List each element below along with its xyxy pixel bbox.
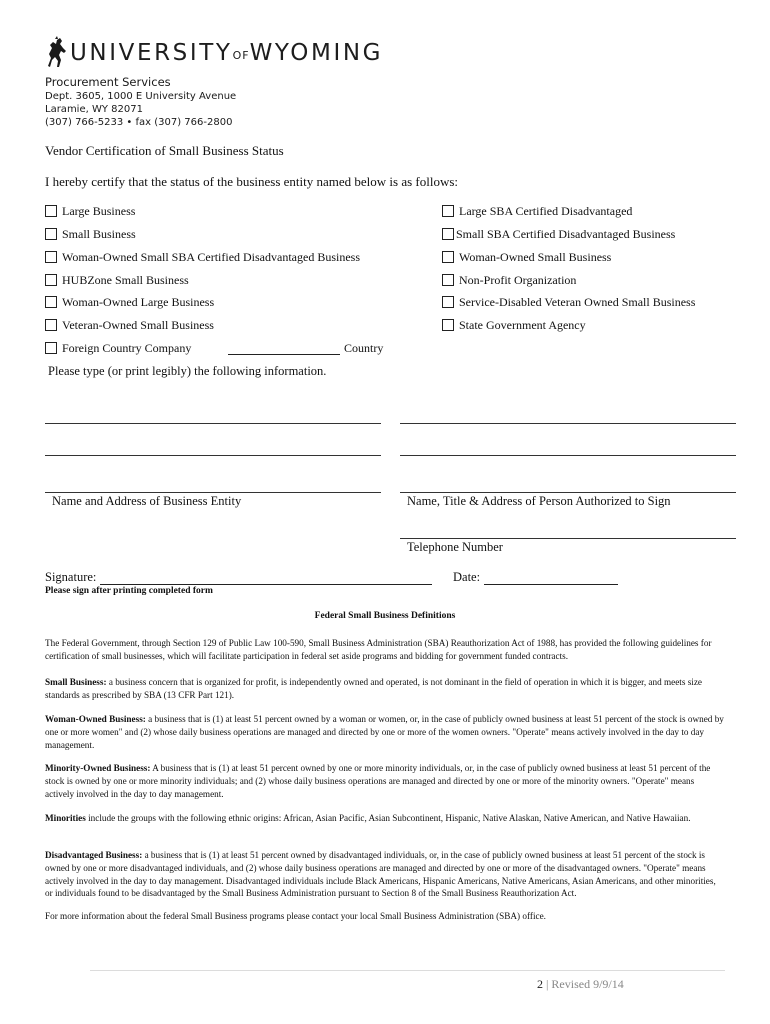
certify-statement: I hereby certify that the status of the business entity named below is as follows: xyxy=(45,174,459,189)
definition-text: A business that is (1) at least 51 percent owned by one or more minority individuals, or, in the case of publicly owned business at least 51 percent of the stock is owned by one or more minority individuals; and (2) whose daily business operations are managed and directed by one or more of the minority owners. "Operate" means actively involved in the day to day management. xyxy=(45,763,711,799)
logo-wordmark xyxy=(70,39,384,66)
date-field[interactable] xyxy=(453,570,618,585)
option-woman-owned-large-business[interactable] xyxy=(45,294,214,310)
address-line-2: Laramie, WY 82071 xyxy=(45,104,143,115)
option-small-sba-disadvantaged-business[interactable] xyxy=(442,226,675,242)
authorized-person-line-1[interactable] xyxy=(400,423,736,424)
option-label: Woman-Owned Small SBA Certified Disadvantaged Business xyxy=(62,249,360,264)
form-title: Vendor Certification of Small Business Status xyxy=(45,143,284,158)
more-info-text: For more information about the federal Small Business programs please contact your local Small Business Administration (SBA) office. xyxy=(45,911,546,921)
logo-wyoming-text: WYOMING xyxy=(249,39,384,66)
university-logo xyxy=(44,36,383,70)
option-non-profit-organization[interactable] xyxy=(442,272,576,288)
logo-university-text: UNIVERSITY xyxy=(70,39,233,66)
country-input-line[interactable] xyxy=(228,342,340,355)
definition-term: Small Business: xyxy=(45,677,107,687)
definition-minority-owned xyxy=(45,762,725,800)
definition-text: a business that is (1) at least 51 percent owned by a woman or women, or, in the case of publicly owned business at least 51 percent of the stock is owned by one or more women" and (2) whose daily business operations are managed and directed by one or more of the women owners. "Operate" means actively involved in the day to day management. xyxy=(45,714,724,750)
definition-minorities xyxy=(45,812,725,825)
checkbox[interactable] xyxy=(442,251,454,263)
authorized-person-label: Name, Title & Address of Person Authorized to Sign xyxy=(407,494,671,508)
option-large-sba-disadvantaged[interactable] xyxy=(442,203,632,219)
checkbox[interactable] xyxy=(442,296,454,308)
option-label: Veteran-Owned Small Business xyxy=(62,317,214,332)
definition-woman-owned xyxy=(45,713,725,751)
checkbox[interactable] xyxy=(45,342,57,354)
definition-term: Minority-Owned Business: xyxy=(45,763,151,773)
definition-term: Minorities xyxy=(45,813,86,823)
checkbox[interactable] xyxy=(45,274,57,286)
definitions-heading: Federal Small Business Definitions xyxy=(314,611,456,621)
option-label: Woman-Owned Small Business xyxy=(459,249,612,264)
phone-fax: (307) 766-5233 • fax (307) 766-2800 xyxy=(45,117,233,128)
sign-note: Please sign after printing completed form xyxy=(45,586,213,596)
option-label: Woman-Owned Large Business xyxy=(62,294,215,309)
option-hubzone-small-business[interactable] xyxy=(45,272,189,288)
revision-date: Revised 9/9/14 xyxy=(551,977,624,991)
option-woman-owned-small-business[interactable] xyxy=(442,249,611,265)
footer-divider xyxy=(90,970,725,971)
business-entity-line-3[interactable] xyxy=(45,492,381,493)
signature-field[interactable] xyxy=(45,570,432,585)
bucking-horse-icon xyxy=(44,36,68,70)
option-label: Large SBA Certified Disadvantaged xyxy=(459,203,633,218)
department-name: Procurement Services xyxy=(45,75,171,89)
address-line-1: Dept. 3605, 1000 E University Avenue xyxy=(45,91,237,102)
checkbox[interactable] xyxy=(442,319,454,331)
definition-text: a business that is (1) at least 51 percent owned by disadvantaged individuals, or, in the case of publicly owned business at least 51 percent of the stock is owned by one or more disadvantaged individuals, and (2) whose daily business operations are managed and directed by one or more of the disadvantaged owners. "Operate" means actively involved in the day to day management. Disadvantaged individuals include Black Americans, Hispanic Americans, Native Americans, Asian Americans, and other minorities, or individuals found to be disadvantaged by the Small Business Administration pursuant to Section 8 of the Small Business Reauthorization Act. xyxy=(45,850,716,899)
date-label: Date: xyxy=(453,570,481,584)
signature-label: Signature: xyxy=(45,570,97,584)
authorized-person-line-3[interactable] xyxy=(400,492,736,493)
page-number: 2 xyxy=(537,977,543,991)
business-entity-line-2[interactable] xyxy=(45,455,381,456)
checkbox[interactable] xyxy=(45,205,57,217)
telephone-label: Telephone Number xyxy=(407,540,503,554)
date-input-line[interactable] xyxy=(484,572,618,585)
option-label: Small SBA Certified Disadvantaged Business xyxy=(456,226,676,241)
instructions-text: Please type (or print legibly) the following information. xyxy=(48,364,327,378)
page-footer xyxy=(537,977,624,992)
option-foreign-country-company[interactable] xyxy=(45,340,191,356)
definition-term: Disadvantaged Business: xyxy=(45,850,143,860)
definitions-intro: The Federal Government, through Section 129 of Public Law 100-590, Small Business Administration (SBA) Reauthorization Act of 1988, has provided the following guidelines for certification of small businesses, which will facilitate participation in federal set aside programs and bidding for government funded contracts. xyxy=(45,638,712,661)
business-entity-line-1[interactable] xyxy=(45,423,381,424)
option-veteran-owned-small-business[interactable] xyxy=(45,317,214,333)
checkbox[interactable] xyxy=(442,274,454,286)
option-label: HUBZone Small Business xyxy=(62,272,189,287)
business-entity-label: Name and Address of Business Entity xyxy=(52,494,242,508)
telephone-line[interactable] xyxy=(400,538,736,539)
country-field[interactable] xyxy=(228,340,383,356)
definition-small-business xyxy=(45,676,725,702)
option-label: Service-Disabled Veteran Owned Small Business xyxy=(459,294,696,309)
option-small-business[interactable] xyxy=(45,226,136,242)
option-label: Foreign Country Company xyxy=(62,340,192,355)
option-label: Small Business xyxy=(62,226,136,241)
checkbox[interactable] xyxy=(45,319,57,331)
signature-input-line[interactable] xyxy=(100,572,432,585)
authorized-person-line-2[interactable] xyxy=(400,455,736,456)
option-label: Large Business xyxy=(62,203,136,218)
option-large-business[interactable] xyxy=(45,203,135,219)
option-label: State Government Agency xyxy=(459,317,586,332)
option-label: Non-Profit Organization xyxy=(459,272,577,287)
definition-term: Woman-Owned Business: xyxy=(45,714,146,724)
checkbox[interactable] xyxy=(442,205,454,217)
checkbox[interactable] xyxy=(45,228,57,240)
definition-disadvantaged xyxy=(45,849,725,900)
checkbox[interactable] xyxy=(45,296,57,308)
country-label: Country xyxy=(344,340,384,355)
logo-of-text: OF xyxy=(232,48,250,62)
definition-text: include the groups with the following ethnic origins: African, Asian Pacific, Asian Subcontinent, Hispanic, Native Alaskan, Native American, and Native Hawaiian. xyxy=(85,813,691,823)
checkbox[interactable] xyxy=(442,228,454,240)
option-service-disabled-veteran[interactable] xyxy=(442,294,695,310)
checkbox[interactable] xyxy=(45,251,57,263)
definition-text: a business concern that is organized for profit, is independently owned and operated, is not dominant in the field of operation in which it is bigger, and meets size standards as prescribed by SBA (13 CFR Part 121). xyxy=(45,677,703,700)
option-state-government-agency[interactable] xyxy=(442,317,586,333)
page-separator: | xyxy=(546,977,549,991)
option-woman-owned-small-sba-disadvantaged[interactable] xyxy=(45,249,360,265)
